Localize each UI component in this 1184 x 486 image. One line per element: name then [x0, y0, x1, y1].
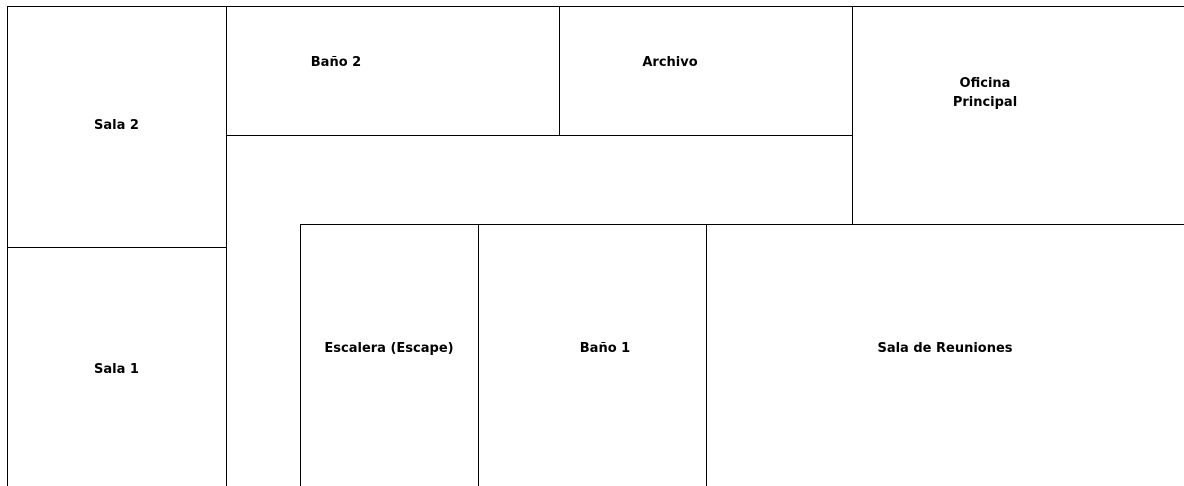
wall-sala-right	[226, 6, 227, 486]
wall-escalera-bano1-divider	[478, 224, 479, 486]
room-bano-1	[555, 339, 655, 358]
room-sala-2	[7, 116, 226, 135]
room-sala-1	[7, 360, 226, 379]
wall-top	[7, 6, 1184, 7]
room-bano-1-label: Baño 1	[579, 341, 631, 356]
room-sala-2-label: Sala 2	[94, 118, 139, 133]
wall-oficina-left	[852, 6, 853, 224]
room-archivo	[630, 53, 710, 72]
room-oficina-principal-label-line2: Principal	[952, 95, 1018, 110]
room-escalera-label: Escalera (Escape)	[324, 341, 454, 356]
wall-bano2-archivo-bottom	[226, 135, 853, 136]
room-sala-de-reuniones	[860, 339, 1030, 358]
room-escalera	[300, 339, 478, 358]
room-oficina-principal-label-line1: Oficina	[959, 76, 1011, 91]
wall-left	[7, 6, 8, 486]
wall-bano2-archivo-divider	[559, 6, 560, 135]
wall-sala-divider	[7, 247, 226, 248]
room-bano-2	[302, 53, 370, 72]
room-sala-de-reuniones-label: Sala de Reuniones	[877, 341, 1013, 356]
wall-lower-rooms-top	[300, 224, 1184, 225]
room-oficina-principal	[930, 74, 1040, 112]
room-sala-1-label: Sala 1	[94, 362, 139, 377]
room-bano-2-label: Baño 2	[310, 55, 362, 70]
room-archivo-label: Archivo	[642, 55, 698, 70]
wall-bano1-reuniones-divider	[706, 224, 707, 486]
